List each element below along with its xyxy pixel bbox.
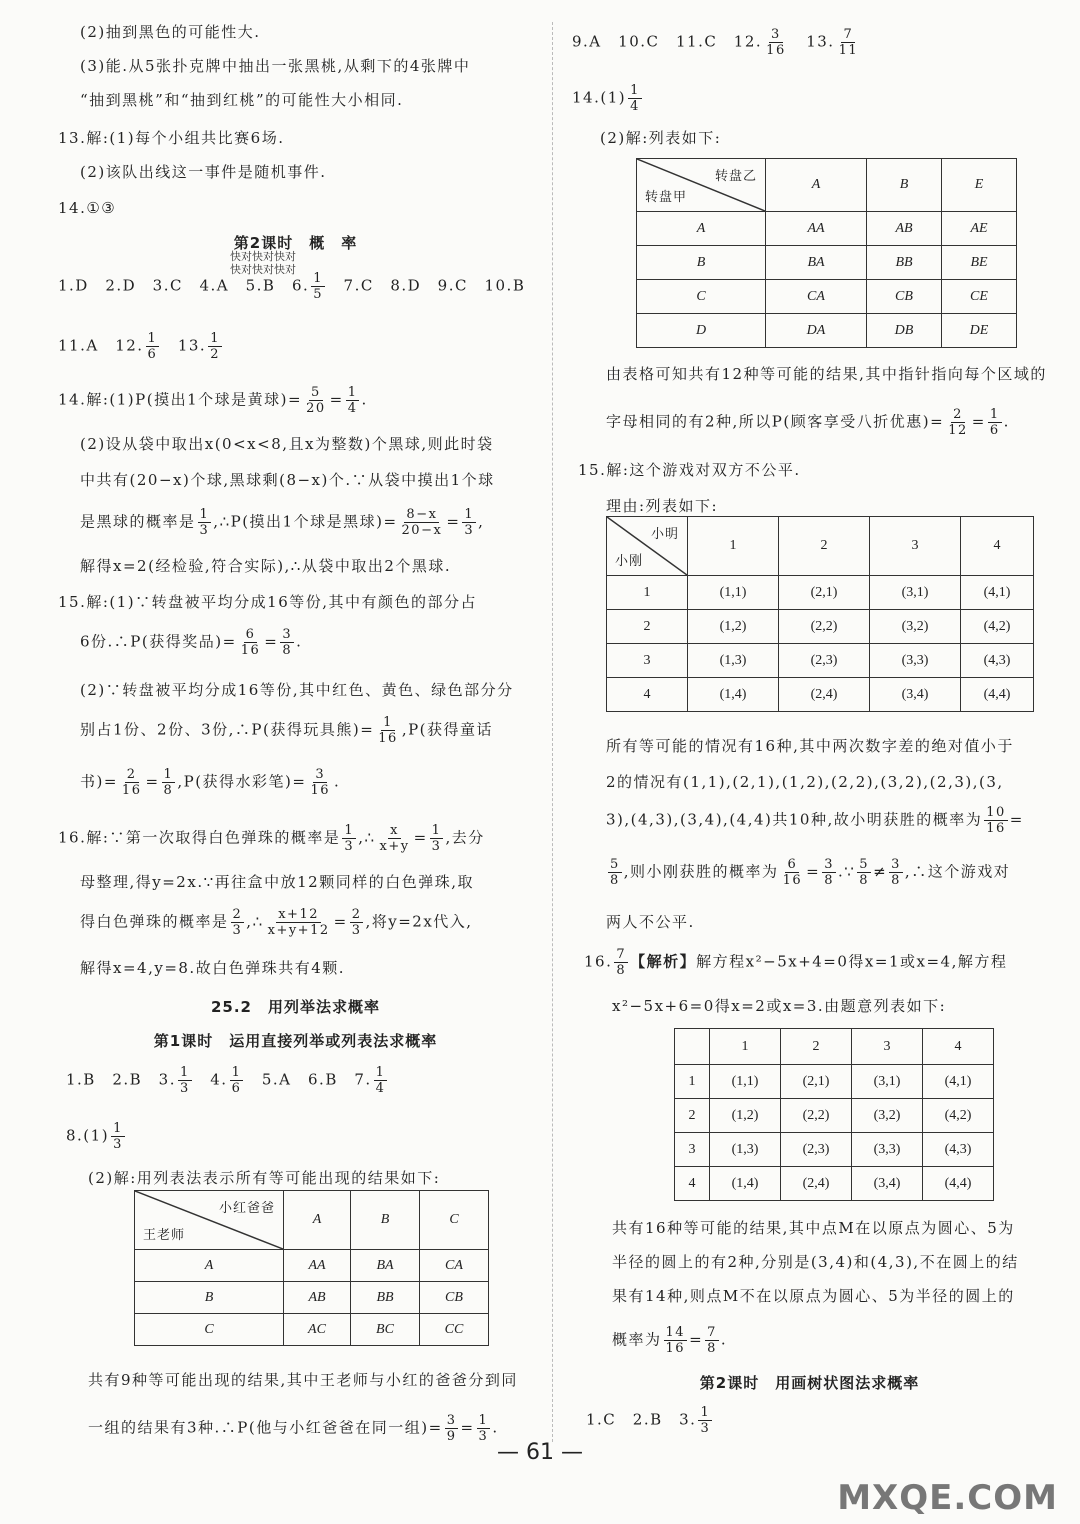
table-row: 1 (1,1) (2,1) (3,1) (4,1) bbox=[675, 1065, 994, 1099]
text-line: 16.解:∵第一次取得白色弹珠的概率是 $\frac{1}{3}$ ,∴ $\frac{x}{x+y}$ = $\frac{1}{3}$ ,去分 bbox=[58, 823, 485, 854]
table-corner: 小明 小刚 bbox=[607, 517, 688, 576]
text-line: 母整理,得y=2x.∵再往盒中放12颗同样的白色弹珠,取 bbox=[80, 873, 474, 891]
text-line: (2)∵转盘被平均分成16等份,其中红色、黄色、绿色部分分 bbox=[80, 681, 514, 699]
text-line: 16. $\frac{7}{8}$ 【解析】解方程x²−5x+4=0得x=1或x=4,解方程 bbox=[584, 947, 1008, 978]
col-header: A bbox=[284, 1191, 351, 1250]
table-corner: 小红爸爸 王老师 bbox=[135, 1191, 284, 1250]
text-line: 共有16种等可能的结果,其中点M在以原点为圆心、5为 bbox=[612, 1219, 1015, 1237]
table-row: 4 (1,4) (2,4) (3,4) (4,4) bbox=[607, 678, 1034, 712]
table-row: 1 (1,1) (2,1) (3,1) (4,1) bbox=[607, 576, 1034, 610]
text-line: “抽到黑桃”和“抽到红桃”的可能性大小相同. bbox=[80, 91, 404, 109]
text-line: 得白色弹珠的概率是 $\frac{2}{3}$ ,∴ $\frac{x+12}{x+y+12}$ = $\frac{2}{3}$ ,将y=2x代入, bbox=[80, 907, 473, 938]
table-row: 4 (1,4) (2,4) (3,4) (4,4) bbox=[675, 1167, 994, 1201]
page-number: — 61 — bbox=[497, 1440, 583, 1465]
answer-line: 9.A 10.C 11.C 12. $\frac{3}{16}$ 13. $\frac{7}{11}$ bbox=[572, 27, 859, 58]
section-title: 第2课时 用画树状图法求概率 bbox=[699, 1374, 920, 1392]
section-title: 第1课时 运用直接列举或列表法求概率 bbox=[153, 1032, 438, 1050]
text-line: 由表格可知共有12种等可能的结果,其中指针指向每个区域的 bbox=[606, 365, 1047, 383]
text-line: (2)该队出线这一事件是随机事件. bbox=[80, 163, 327, 181]
text-line: 是黑球的概率是 $\frac{1}{3}$ ,∴P(摸出1个球是黑球)= $\frac{8-x}{20-x}$ = $\frac{1}{3}$ , bbox=[80, 507, 485, 538]
text-line: $\frac{5}{8}$ ,则小刚获胜的概率为 $\frac{6}{16}$ = $\frac{3}{8}$ .∵ $\frac{5}{8}$ ≠ $\frac{3}{8}$ ,∴这个游戏对 bbox=[610, 857, 1011, 888]
text-line: 2的情况有(1,1),(2,1),(1,2),(2,2),(3,2),(2,3),(3, bbox=[606, 773, 1004, 791]
text-line: 13.解:(1)每个小组共比赛6场. bbox=[58, 129, 285, 147]
text-line: 中共有(20−x)个球,黑球剩(8−x)个.∵从袋中摸出1个球 bbox=[80, 471, 495, 489]
text-line: 书)= $\frac{2}{16}$ = $\frac{1}{8}$ ,P(获得水彩笔)= $\frac{3}{16}$ . bbox=[80, 767, 341, 798]
table-row: 3 (1,3) (2,3) (3,3) (4,3) bbox=[607, 644, 1034, 678]
table-row: 3 (1,3) (2,3) (3,3) (4,3) bbox=[675, 1133, 994, 1167]
text-line: (2)抽到黑色的可能性大. bbox=[80, 23, 261, 41]
text-line: 3),(4,3),(3,4),(4,4)共10种,故小明获胜的概率为 $\frac{10}{16}$ = bbox=[606, 805, 1024, 836]
table-corner: 转盘乙 转盘甲 bbox=[637, 159, 766, 212]
text-line: (2)设从袋中取出x(0<x<8,且x为整数)个黑球,则此时袋 bbox=[80, 435, 494, 453]
table-row: D DA DB DE bbox=[637, 314, 1017, 348]
answer-line: 1.C 2.B 3. $\frac{1}{3}$ bbox=[586, 1405, 711, 1436]
watermark-text: 快对快对快对 快对快对快对 bbox=[230, 250, 296, 276]
text-line: 解得x=4,y=8.故白色弹珠共有4颗. bbox=[80, 959, 346, 977]
text-line: 共有9种等可能出现的结果,其中王老师与小红的爸爸分到同 bbox=[88, 1371, 518, 1389]
table-row: 2 (1,2) (2,2) (3,2) (4,2) bbox=[607, 610, 1034, 644]
text-line: (2)解:用列表法表示所有等可能出现的结果如下: bbox=[88, 1169, 441, 1187]
coordinate-table: 1 2 3 4 1 (1,1) (2,1) (3,1) (4,1) 2 (1,2) (2,2) (3,2) (4,2) 3 (1,3) (2,3) (3,3) (4,3) 4 (1,4) (2,4) (3,4) (4,4) bbox=[674, 1028, 994, 1201]
text-line: 一组的结果有3种.∴P(他与小红爸爸在同一组)= $\frac{3}{9}$ = $\frac{1}{3}$ . bbox=[88, 1413, 499, 1444]
text-line: 别占1份、2份、3份,∴P(获得玩具熊)= $\frac{1}{16}$ ,P(获得童话 bbox=[80, 715, 494, 746]
table-row: A AA AB AE bbox=[637, 212, 1017, 246]
answer-line: 1.B 2.B 3. $\frac{1}{3}$ 4. $\frac{1}{6}$ 5.A 6.B 7. $\frac{1}{4}$ bbox=[66, 1065, 386, 1096]
text-line: 15.解:这个游戏对双方不公平. bbox=[578, 461, 801, 479]
text-line: 所有等可能的情况有16种,其中两次数字差的绝对值小于 bbox=[606, 737, 1014, 755]
game-table: 小明 小刚 1 2 3 4 1 (1,1) (2,1) (3,1) (4,1) 2 (1,2) (2,2) (3,2) (4,2) 3 (1,3) (2,3) (3,3) (4,3) 4 (1,4) (2,4) (3,4) (4,4) bbox=[606, 516, 1034, 712]
text-line: 半径的圆上的有2种,分别是(3,4)和(4,3),不在圆上的结 bbox=[612, 1253, 1019, 1271]
text-line: 解得x=2(经检验,符合实际),∴从袋中取出2个黑球. bbox=[80, 557, 452, 575]
answer-line: 1.D 2.D 3.C 4.A 5.B 6. $\frac{1}{5}$ 7.C 8.D 9.C 10.B bbox=[58, 271, 526, 302]
text-line: 14.解:(1)P(摸出1个球是黄球)= $\frac{5}{20}$ = $\frac{1}{4}$ . bbox=[58, 385, 368, 416]
text-line: 果有14种,则点M不在以原点为圆心、5为半径的圆上的 bbox=[612, 1287, 1015, 1305]
section-title: 25.2 用列举法求概率 bbox=[210, 998, 380, 1016]
text-line: (2)解:列表如下: bbox=[600, 129, 722, 147]
text-line: 14.①③ bbox=[58, 199, 117, 217]
answer-line: 14.(1) $\frac{1}{4}$ bbox=[572, 83, 640, 114]
table-row: A AA BA CA bbox=[135, 1250, 489, 1282]
text-line: 概率为 $\frac{14}{16}$ = $\frac{7}{8}$ . bbox=[612, 1325, 728, 1356]
table-row: 2 (1,2) (2,2) (3,2) (4,2) bbox=[675, 1099, 994, 1133]
answer-line: 11.A 12. $\frac{1}{6}$ 13. $\frac{1}{2}$ bbox=[58, 331, 220, 362]
text-line: 6份.∴P(获得奖品)= $\frac{6}{16}$ = $\frac{3}{8}$ . bbox=[80, 627, 303, 658]
column-divider bbox=[552, 22, 553, 1442]
text-line: 字母相同的有2种,所以P(顾客享受八折优惠)= $\frac{2}{12}$ = $\frac{1}{6}$ . bbox=[606, 407, 1010, 438]
text-line: 两人不公平. bbox=[606, 913, 695, 931]
spinner-table: 转盘乙 转盘甲 A B E A AA AB AE B BA BB BE C CA CB CE D DA DB DE bbox=[636, 158, 1017, 348]
watermark-logo: MXQE.COM bbox=[837, 1478, 1058, 1518]
col-header: B bbox=[351, 1191, 420, 1250]
text-line: 15.解:(1)∵转盘被平均分成16等份,其中有颜色的部分占 bbox=[58, 593, 478, 611]
table-row: C CA CB CE bbox=[637, 280, 1017, 314]
text-line: x²−5x+6=0得x=2或x=3.由题意列表如下: bbox=[612, 997, 947, 1015]
grouping-table bbox=[134, 1190, 489, 1346]
answer-line: 8.(1) $\frac{1}{3}$ bbox=[66, 1121, 123, 1152]
fraction: $\frac{1}{5}$ bbox=[313, 271, 324, 302]
section-title: 第2课时 概 率 bbox=[233, 234, 358, 252]
table-row: C AC BC CC bbox=[135, 1314, 489, 1346]
col-header: C bbox=[420, 1191, 489, 1250]
text-line: (3)能.从5张扑克牌中抽出一张黑桃,从剩下的4张牌中 bbox=[80, 57, 471, 75]
table-row: B AB BB CB bbox=[135, 1282, 489, 1314]
table-row: B BA BB BE bbox=[637, 246, 1017, 280]
text-line: 理由:列表如下: bbox=[606, 497, 719, 515]
